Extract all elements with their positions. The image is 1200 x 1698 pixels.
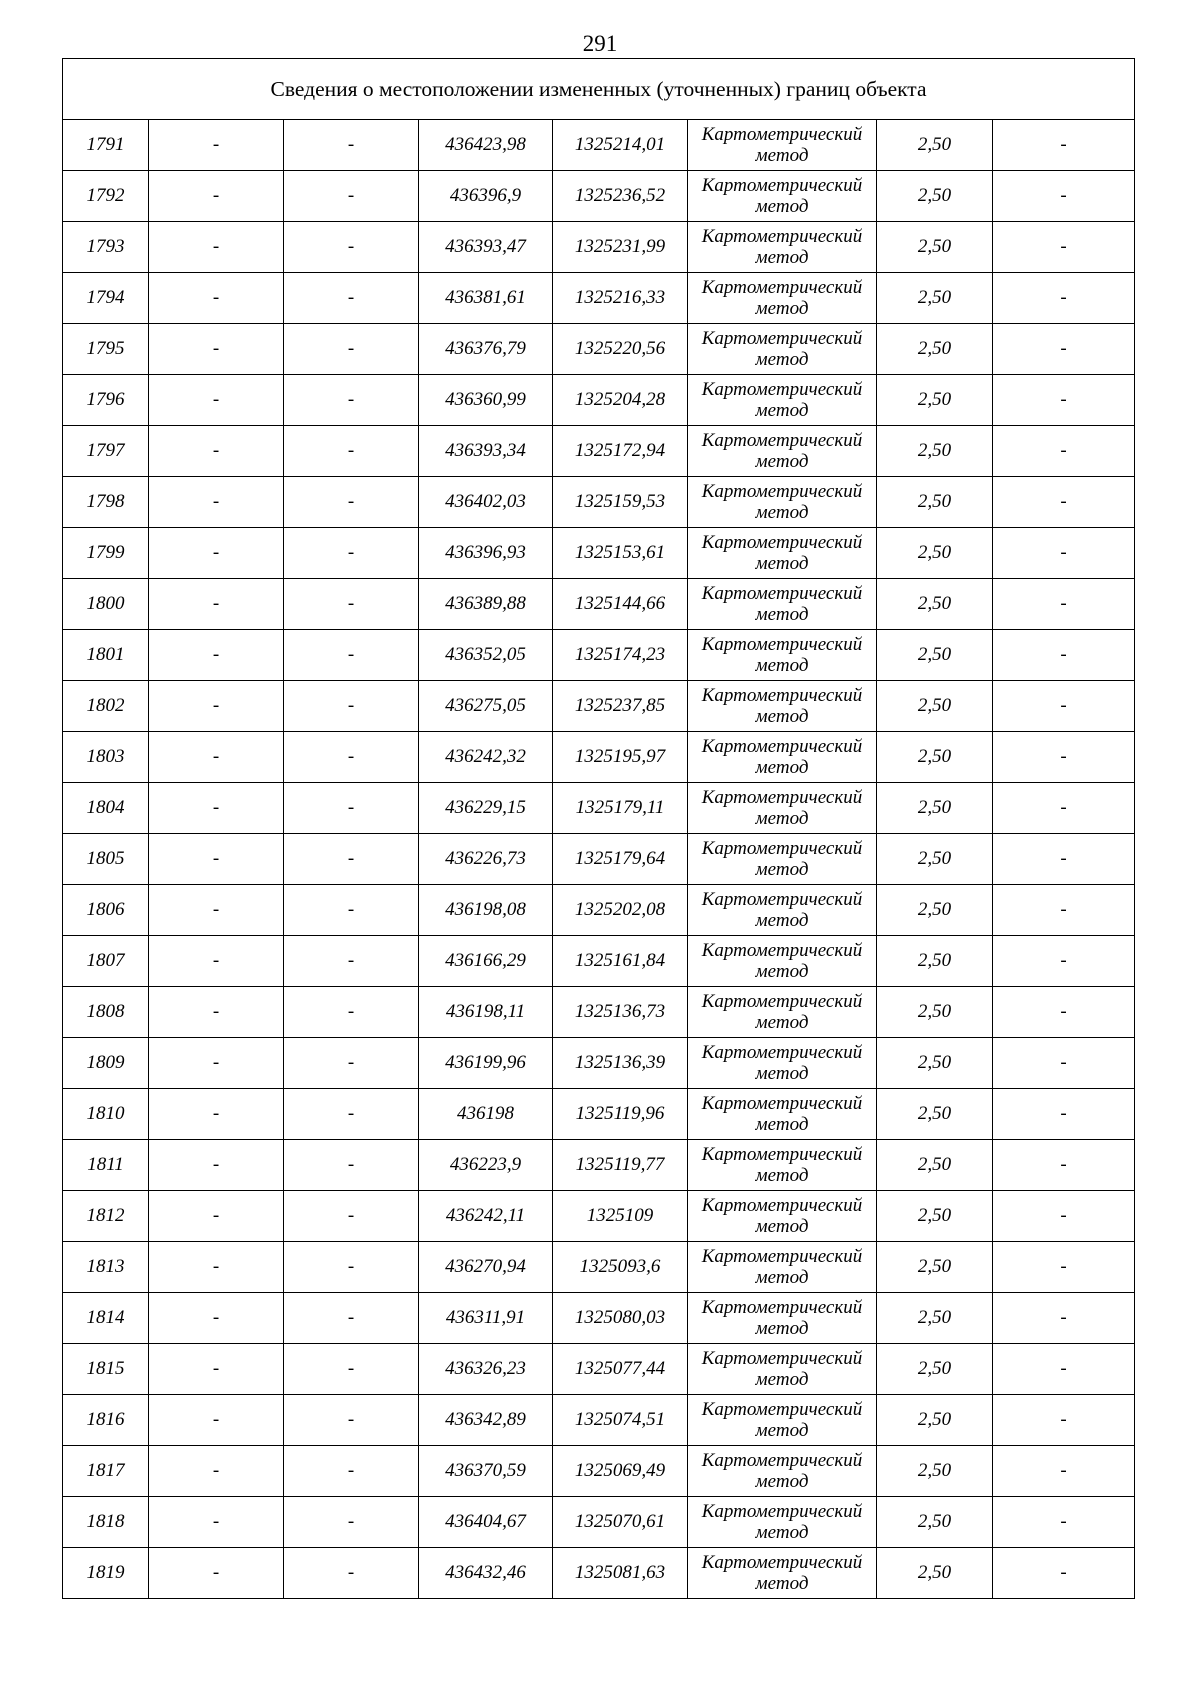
method-cell: Картометрический метод xyxy=(688,1140,877,1191)
x-coordinate-cell: 436396,9 xyxy=(419,171,553,222)
table-row xyxy=(63,1038,1135,1089)
table-row xyxy=(63,171,1135,222)
point-number-cell: 1791 xyxy=(63,120,149,171)
empty-value-cell: - xyxy=(284,1140,419,1191)
x-coordinate-cell: 436198,08 xyxy=(419,885,553,936)
accuracy-cell: 2,50 xyxy=(877,885,993,936)
table-row xyxy=(63,273,1135,324)
x-coordinate-cell: 436229,15 xyxy=(419,783,553,834)
accuracy-cell: 2,50 xyxy=(877,681,993,732)
y-coordinate-cell: 1325136,73 xyxy=(553,987,688,1038)
empty-value-cell: - xyxy=(284,630,419,681)
accuracy-cell: 2,50 xyxy=(877,324,993,375)
table-row xyxy=(63,324,1135,375)
empty-value-cell: - xyxy=(993,1242,1135,1293)
x-coordinate-cell: 436242,32 xyxy=(419,732,553,783)
empty-value-cell: - xyxy=(284,1038,419,1089)
y-coordinate-cell: 1325236,52 xyxy=(553,171,688,222)
accuracy-cell: 2,50 xyxy=(877,1038,993,1089)
empty-value-cell: - xyxy=(284,528,419,579)
table-row xyxy=(63,936,1135,987)
x-coordinate-cell: 436242,11 xyxy=(419,1191,553,1242)
table-title-row xyxy=(63,59,1135,120)
empty-value-cell: - xyxy=(149,1089,284,1140)
empty-value-cell: - xyxy=(993,375,1135,426)
y-coordinate-cell: 1325144,66 xyxy=(553,579,688,630)
method-cell: Картометрический метод xyxy=(688,120,877,171)
empty-value-cell: - xyxy=(993,1344,1135,1395)
x-coordinate-cell: 436376,79 xyxy=(419,324,553,375)
method-cell: Картометрический метод xyxy=(688,324,877,375)
empty-value-cell: - xyxy=(993,477,1135,528)
empty-value-cell: - xyxy=(149,1395,284,1446)
point-number-cell: 1797 xyxy=(63,426,149,477)
x-coordinate-cell: 436342,89 xyxy=(419,1395,553,1446)
point-number-cell: 1819 xyxy=(63,1548,149,1599)
accuracy-cell: 2,50 xyxy=(877,630,993,681)
empty-value-cell: - xyxy=(284,936,419,987)
table-row xyxy=(63,1548,1135,1599)
table-row xyxy=(63,375,1135,426)
accuracy-cell: 2,50 xyxy=(877,1140,993,1191)
method-cell: Картометрический метод xyxy=(688,375,877,426)
empty-value-cell: - xyxy=(149,222,284,273)
table-row xyxy=(63,222,1135,273)
empty-value-cell: - xyxy=(993,273,1135,324)
method-cell: Картометрический метод xyxy=(688,579,877,630)
empty-value-cell: - xyxy=(149,783,284,834)
empty-value-cell: - xyxy=(993,1395,1135,1446)
point-number-cell: 1815 xyxy=(63,1344,149,1395)
accuracy-cell: 2,50 xyxy=(877,1446,993,1497)
table-row xyxy=(63,426,1135,477)
empty-value-cell: - xyxy=(149,528,284,579)
accuracy-cell: 2,50 xyxy=(877,1191,993,1242)
empty-value-cell: - xyxy=(993,681,1135,732)
empty-value-cell: - xyxy=(149,1242,284,1293)
empty-value-cell: - xyxy=(284,1242,419,1293)
empty-value-cell: - xyxy=(284,681,419,732)
point-number-cell: 1804 xyxy=(63,783,149,834)
y-coordinate-cell: 1325093,6 xyxy=(553,1242,688,1293)
method-cell: Картометрический метод xyxy=(688,1497,877,1548)
table-row xyxy=(63,1191,1135,1242)
boundary-coordinates-table xyxy=(62,58,1135,1599)
accuracy-cell: 2,50 xyxy=(877,426,993,477)
point-number-cell: 1818 xyxy=(63,1497,149,1548)
y-coordinate-cell: 1325161,84 xyxy=(553,936,688,987)
y-coordinate-cell: 1325153,61 xyxy=(553,528,688,579)
page-number: 291 xyxy=(582,31,618,56)
empty-value-cell: - xyxy=(993,528,1135,579)
method-cell: Картометрический метод xyxy=(688,1548,877,1599)
accuracy-cell: 2,50 xyxy=(877,732,993,783)
empty-value-cell: - xyxy=(993,1446,1135,1497)
empty-value-cell: - xyxy=(149,834,284,885)
x-coordinate-cell: 436270,94 xyxy=(419,1242,553,1293)
accuracy-cell: 2,50 xyxy=(877,579,993,630)
empty-value-cell: - xyxy=(149,171,284,222)
accuracy-cell: 2,50 xyxy=(877,1344,993,1395)
point-number-cell: 1808 xyxy=(63,987,149,1038)
empty-value-cell: - xyxy=(149,1293,284,1344)
point-number-cell: 1810 xyxy=(63,1089,149,1140)
y-coordinate-cell: 1325172,94 xyxy=(553,426,688,477)
x-coordinate-cell: 436381,61 xyxy=(419,273,553,324)
method-cell: Картометрический метод xyxy=(688,1395,877,1446)
point-number-cell: 1817 xyxy=(63,1446,149,1497)
empty-value-cell: - xyxy=(284,783,419,834)
empty-value-cell: - xyxy=(284,1548,419,1599)
y-coordinate-cell: 1325080,03 xyxy=(553,1293,688,1344)
point-number-cell: 1795 xyxy=(63,324,149,375)
method-cell: Картометрический метод xyxy=(688,987,877,1038)
table-row xyxy=(63,120,1135,171)
empty-value-cell: - xyxy=(149,630,284,681)
table-row xyxy=(63,834,1135,885)
table-row xyxy=(63,1089,1135,1140)
x-coordinate-cell: 436393,47 xyxy=(419,222,553,273)
empty-value-cell: - xyxy=(284,1344,419,1395)
accuracy-cell: 2,50 xyxy=(877,375,993,426)
x-coordinate-cell: 436393,34 xyxy=(419,426,553,477)
y-coordinate-cell: 1325214,01 xyxy=(553,120,688,171)
point-number-cell: 1814 xyxy=(63,1293,149,1344)
method-cell: Картометрический метод xyxy=(688,681,877,732)
empty-value-cell: - xyxy=(284,579,419,630)
y-coordinate-cell: 1325074,51 xyxy=(553,1395,688,1446)
empty-value-cell: - xyxy=(284,1089,419,1140)
y-coordinate-cell: 1325119,77 xyxy=(553,1140,688,1191)
x-coordinate-cell: 436226,73 xyxy=(419,834,553,885)
empty-value-cell: - xyxy=(993,1038,1135,1089)
point-number-cell: 1807 xyxy=(63,936,149,987)
method-cell: Картометрический метод xyxy=(688,528,877,579)
accuracy-cell: 2,50 xyxy=(877,834,993,885)
table-row xyxy=(63,1140,1135,1191)
point-number-cell: 1812 xyxy=(63,1191,149,1242)
empty-value-cell: - xyxy=(993,1497,1135,1548)
empty-value-cell: - xyxy=(149,1038,284,1089)
accuracy-cell: 2,50 xyxy=(877,1242,993,1293)
y-coordinate-cell: 1325204,28 xyxy=(553,375,688,426)
empty-value-cell: - xyxy=(993,171,1135,222)
x-coordinate-cell: 436352,05 xyxy=(419,630,553,681)
method-cell: Картометрический метод xyxy=(688,732,877,783)
empty-value-cell: - xyxy=(284,1497,419,1548)
empty-value-cell: - xyxy=(284,732,419,783)
point-number-cell: 1806 xyxy=(63,885,149,936)
empty-value-cell: - xyxy=(284,987,419,1038)
table-row xyxy=(63,1242,1135,1293)
y-coordinate-cell: 1325174,23 xyxy=(553,630,688,681)
empty-value-cell: - xyxy=(149,1344,284,1395)
empty-value-cell: - xyxy=(993,885,1135,936)
accuracy-cell: 2,50 xyxy=(877,273,993,324)
accuracy-cell: 2,50 xyxy=(877,936,993,987)
empty-value-cell: - xyxy=(284,1191,419,1242)
y-coordinate-cell: 1325081,63 xyxy=(553,1548,688,1599)
empty-value-cell: - xyxy=(993,579,1135,630)
accuracy-cell: 2,50 xyxy=(877,528,993,579)
table-row xyxy=(63,630,1135,681)
y-coordinate-cell: 1325159,53 xyxy=(553,477,688,528)
empty-value-cell: - xyxy=(993,987,1135,1038)
empty-value-cell: - xyxy=(284,273,419,324)
empty-value-cell: - xyxy=(149,120,284,171)
empty-value-cell: - xyxy=(284,375,419,426)
accuracy-cell: 2,50 xyxy=(877,1395,993,1446)
x-coordinate-cell: 436223,9 xyxy=(419,1140,553,1191)
y-coordinate-cell: 1325179,11 xyxy=(553,783,688,834)
empty-value-cell: - xyxy=(149,477,284,528)
point-number-cell: 1816 xyxy=(63,1395,149,1446)
table-row xyxy=(63,528,1135,579)
method-cell: Картометрический метод xyxy=(688,936,877,987)
empty-value-cell: - xyxy=(149,681,284,732)
method-cell: Картометрический метод xyxy=(688,783,877,834)
x-coordinate-cell: 436423,98 xyxy=(419,120,553,171)
accuracy-cell: 2,50 xyxy=(877,987,993,1038)
y-coordinate-cell: 1325202,08 xyxy=(553,885,688,936)
method-cell: Картометрический метод xyxy=(688,273,877,324)
table-row xyxy=(63,987,1135,1038)
method-cell: Картометрический метод xyxy=(688,1242,877,1293)
y-coordinate-cell: 1325231,99 xyxy=(553,222,688,273)
method-cell: Картометрический метод xyxy=(688,171,877,222)
x-coordinate-cell: 436396,93 xyxy=(419,528,553,579)
accuracy-cell: 2,50 xyxy=(877,1548,993,1599)
empty-value-cell: - xyxy=(284,426,419,477)
x-coordinate-cell: 436275,05 xyxy=(419,681,553,732)
x-coordinate-cell: 436402,03 xyxy=(419,477,553,528)
empty-value-cell: - xyxy=(149,426,284,477)
empty-value-cell: - xyxy=(993,120,1135,171)
empty-value-cell: - xyxy=(993,222,1135,273)
x-coordinate-cell: 436432,46 xyxy=(419,1548,553,1599)
point-number-cell: 1803 xyxy=(63,732,149,783)
table-row xyxy=(63,681,1135,732)
empty-value-cell: - xyxy=(993,834,1135,885)
table-row xyxy=(63,783,1135,834)
empty-value-cell: - xyxy=(149,732,284,783)
empty-value-cell: - xyxy=(284,222,419,273)
empty-value-cell: - xyxy=(284,1395,419,1446)
x-coordinate-cell: 436198,11 xyxy=(419,987,553,1038)
point-number-cell: 1801 xyxy=(63,630,149,681)
point-number-cell: 1798 xyxy=(63,477,149,528)
empty-value-cell: - xyxy=(149,885,284,936)
empty-value-cell: - xyxy=(149,375,284,426)
accuracy-cell: 2,50 xyxy=(877,1497,993,1548)
point-number-cell: 1809 xyxy=(63,1038,149,1089)
empty-value-cell: - xyxy=(149,936,284,987)
y-coordinate-cell: 1325077,44 xyxy=(553,1344,688,1395)
point-number-cell: 1799 xyxy=(63,528,149,579)
empty-value-cell: - xyxy=(993,1548,1135,1599)
y-coordinate-cell: 1325216,33 xyxy=(553,273,688,324)
table-row xyxy=(63,477,1135,528)
empty-value-cell: - xyxy=(993,426,1135,477)
point-number-cell: 1794 xyxy=(63,273,149,324)
method-cell: Картометрический метод xyxy=(688,1446,877,1497)
point-number-cell: 1792 xyxy=(63,171,149,222)
empty-value-cell: - xyxy=(284,477,419,528)
x-coordinate-cell: 436370,59 xyxy=(419,1446,553,1497)
accuracy-cell: 2,50 xyxy=(877,477,993,528)
table-row xyxy=(63,1497,1135,1548)
empty-value-cell: - xyxy=(993,630,1135,681)
table-row xyxy=(63,885,1135,936)
table-row xyxy=(63,1446,1135,1497)
x-coordinate-cell: 436166,29 xyxy=(419,936,553,987)
point-number-cell: 1800 xyxy=(63,579,149,630)
empty-value-cell: - xyxy=(149,1140,284,1191)
empty-value-cell: - xyxy=(284,120,419,171)
empty-value-cell: - xyxy=(284,1446,419,1497)
empty-value-cell: - xyxy=(284,1293,419,1344)
y-coordinate-cell: 1325136,39 xyxy=(553,1038,688,1089)
method-cell: Картометрический метод xyxy=(688,1038,877,1089)
empty-value-cell: - xyxy=(993,1089,1135,1140)
accuracy-cell: 2,50 xyxy=(877,222,993,273)
x-coordinate-cell: 436198 xyxy=(419,1089,553,1140)
method-cell: Картометрический метод xyxy=(688,630,877,681)
y-coordinate-cell: 1325070,61 xyxy=(553,1497,688,1548)
empty-value-cell: - xyxy=(993,1140,1135,1191)
method-cell: Картометрический метод xyxy=(688,885,877,936)
empty-value-cell: - xyxy=(993,1293,1135,1344)
empty-value-cell: - xyxy=(149,1446,284,1497)
point-number-cell: 1813 xyxy=(63,1242,149,1293)
y-coordinate-cell: 1325195,97 xyxy=(553,732,688,783)
method-cell: Картометрический метод xyxy=(688,834,877,885)
empty-value-cell: - xyxy=(149,1191,284,1242)
table-row xyxy=(63,1395,1135,1446)
y-coordinate-cell: 1325119,96 xyxy=(553,1089,688,1140)
accuracy-cell: 2,50 xyxy=(877,783,993,834)
x-coordinate-cell: 436326,23 xyxy=(419,1344,553,1395)
accuracy-cell: 2,50 xyxy=(877,171,993,222)
method-cell: Картометрический метод xyxy=(688,1191,877,1242)
x-coordinate-cell: 436404,67 xyxy=(419,1497,553,1548)
accuracy-cell: 2,50 xyxy=(877,1089,993,1140)
x-coordinate-cell: 436360,99 xyxy=(419,375,553,426)
empty-value-cell: - xyxy=(284,171,419,222)
method-cell: Картометрический метод xyxy=(688,1089,877,1140)
x-coordinate-cell: 436311,91 xyxy=(419,1293,553,1344)
method-cell: Картометрический метод xyxy=(688,1344,877,1395)
accuracy-cell: 2,50 xyxy=(877,120,993,171)
table-row xyxy=(63,1293,1135,1344)
x-coordinate-cell: 436199,96 xyxy=(419,1038,553,1089)
empty-value-cell: - xyxy=(149,273,284,324)
empty-value-cell: - xyxy=(149,324,284,375)
accuracy-cell: 2,50 xyxy=(877,1293,993,1344)
method-cell: Картометрический метод xyxy=(688,426,877,477)
empty-value-cell: - xyxy=(149,1548,284,1599)
point-number-cell: 1796 xyxy=(63,375,149,426)
empty-value-cell: - xyxy=(993,1191,1135,1242)
y-coordinate-cell: 1325179,64 xyxy=(553,834,688,885)
empty-value-cell: - xyxy=(284,324,419,375)
y-coordinate-cell: 1325237,85 xyxy=(553,681,688,732)
y-coordinate-cell: 1325220,56 xyxy=(553,324,688,375)
empty-value-cell: - xyxy=(149,987,284,1038)
y-coordinate-cell: 1325109 xyxy=(553,1191,688,1242)
point-number-cell: 1811 xyxy=(63,1140,149,1191)
table-row xyxy=(63,732,1135,783)
point-number-cell: 1793 xyxy=(63,222,149,273)
empty-value-cell: - xyxy=(993,936,1135,987)
empty-value-cell: - xyxy=(993,732,1135,783)
empty-value-cell: - xyxy=(993,324,1135,375)
table-row xyxy=(63,1344,1135,1395)
empty-value-cell: - xyxy=(993,783,1135,834)
table-row xyxy=(63,579,1135,630)
empty-value-cell: - xyxy=(149,579,284,630)
empty-value-cell: - xyxy=(284,834,419,885)
x-coordinate-cell: 436389,88 xyxy=(419,579,553,630)
point-number-cell: 1805 xyxy=(63,834,149,885)
empty-value-cell: - xyxy=(149,1497,284,1548)
method-cell: Картометрический метод xyxy=(688,1293,877,1344)
method-cell: Картометрический метод xyxy=(688,477,877,528)
point-number-cell: 1802 xyxy=(63,681,149,732)
method-cell: Картометрический метод xyxy=(688,222,877,273)
empty-value-cell: - xyxy=(284,885,419,936)
y-coordinate-cell: 1325069,49 xyxy=(553,1446,688,1497)
table-title: Сведения о местоположении измененных (уточненных) границ объекта xyxy=(63,59,1135,120)
